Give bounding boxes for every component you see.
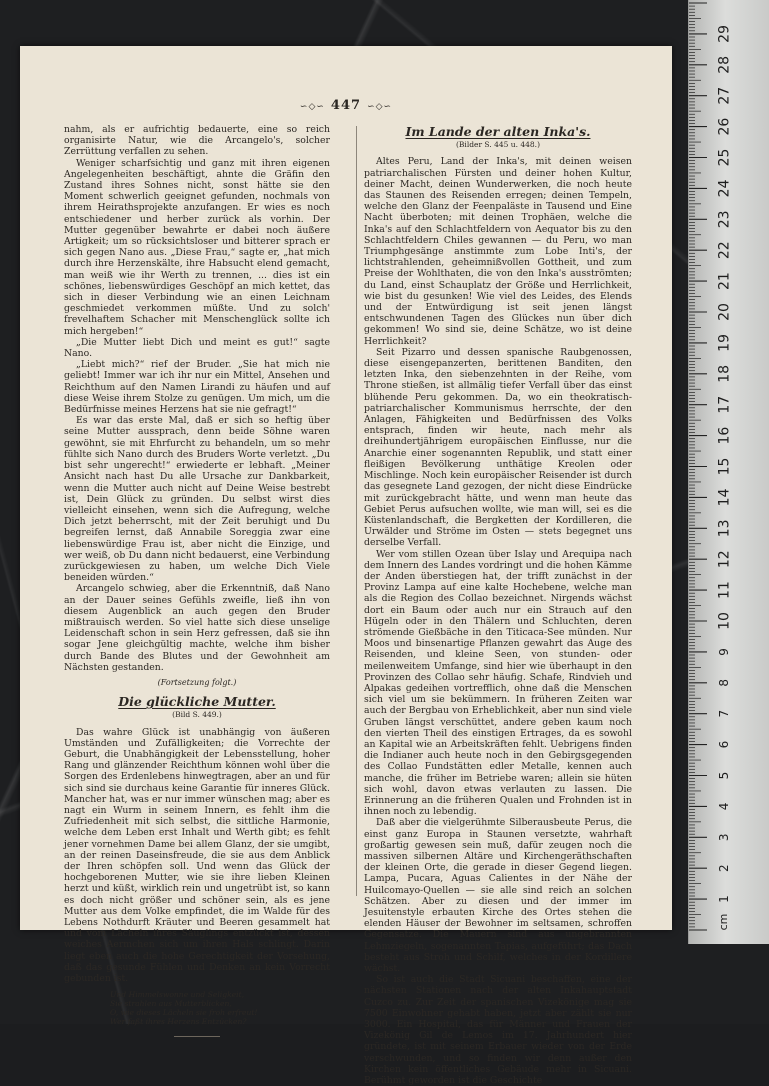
paragraph: Altes Peru, Land der Inka's, mit deinen weisen patriarchalischen Fürsten und deiner hohen Kultur, deiner Macht, deinen Wunderwerken, die noch heute das Staunen des Reisenden erregen; deinen Tempeln, welche den Glanz der Feenpaläste in Tausend und Eine Nacht überboten; mit deinen Trophäen, welche die Inka's auf den Schlachtfeldern von Aequator bis zu den Schlachtfeldern Chiles gewannen — du Peru, wo man Triumphgesänge anstimmte zum Lobe Inti's, der lichtstrahlenden, geheimnißvollen Gottheit, und zum Preise der Wohlthaten, die von den Inka's ausströmten; du Land, einst Schauplatz der Größe und Herrlichkeit, wie bist du gesunken! Wie viel des Leides, des Elends und der Entwürdigung ist seit jenen längst entschwundenen Tagen des Glückes nun über dich gekommen! Wo sind sie, deine Schätze, wo ist deine Herrlichkeit? <box>364 156 632 347</box>
left-column <box>64 124 330 1037</box>
ruler-label: 13 <box>716 519 733 538</box>
ornament-left: ∽◇∽ <box>299 102 325 112</box>
poem-line: Wer faßt ihres Herzens Entzücken? <box>110 1017 247 1027</box>
ruler-unit-label: cm <box>717 913 730 931</box>
ruler-label: 5 <box>716 771 731 780</box>
ruler-label: 10 <box>716 612 733 630</box>
ruler-label: 25 <box>716 148 733 167</box>
ruler-label: 15 <box>716 457 733 476</box>
poem-line: O, wie dieses Lächeln sie froh erfreut! <box>110 1008 258 1018</box>
page-number: 447 <box>330 98 362 113</box>
ruler-label: 2 <box>716 864 731 873</box>
right-column <box>364 124 632 1086</box>
ruler-label: 3 <box>716 833 731 842</box>
paragraph: Wer vom stillen Ozean über Islay und Arequipa nach dem Innern des Landes vordringt und die hohen Kämme der Anden überstiegen hat, der trifft zunächst in der Provinz Lampa auf eine kalte Hochebene, welche man als die Region des Collao bezeichnet. Nirgends wächst dort ein Baum oder auch nur ein Strauch auf den Hügeln oder in den Thälern und Schluchten, deren strömende Gießbäche in den Titicaca-See münden. Nur Moos und binsenartige Pflanzen gewahrt das Auge des Reisenden, und kleine Seen, von stunden- oder meilenweitem Umfange, sind hier wie überhaupt in den Provinzen des Collao sehr häufig. Schafe, Rindvieh und Alpakas gedeihen vortrefflich, ohne daß die Menschen sich viel um sie bekümmern. In früheren Zeiten war auch der Bergbau von Erheblichkeit, aber nun sind viele Gruben längst verschüttet, andere geben kaum noch den vierten Theil des einstigen Ertrages, da es sowohl an Kapital wie an Arbeitskräften fehlt. Uebrigens finden die Indianer auch heute noch in den Gebirgsgegenden des Collao Fundstätten edler Metalle, kennen auch manche, die früher im Betriebe waren; allein sie hüten sich wohl, davon etwas verlauten zu lassen. Die Erinnerung an die früheren Qualen und Frohnden ist in ihnen noch zu lebendig. <box>364 548 632 818</box>
ruler-label: 24 <box>716 179 733 198</box>
paragraph: nahm, als er aufrichtig bedauerte, eine so reich organisirte Natur, wie die Arcangelo's, solcher Zerrüttung verfallen zu sehen. <box>64 124 330 158</box>
measuring-ruler <box>688 0 769 944</box>
ruler-label: 27 <box>716 86 733 105</box>
ruler-label: 7 <box>716 709 731 718</box>
ruler-label: 22 <box>716 241 733 260</box>
paragraph: Arcangelo schwieg, aber die Erkenntniß, daß Nano an der Dauer seines Gefühls zweifle, ließ ihn von diesem Augenblick an auch gegen den Bruder mißtrauisch werden. So viel hatte sich diese unselige Leidenschaft schon in sein Herz gefressen, daß sie ihn sogar Jene gleichgültig machte, welche ihm bisher durch Bande des Blutes und der Gewohnheit am Nächsten gestanden. <box>64 583 330 673</box>
section-title: Die glückliche Mutter. <box>118 694 276 710</box>
closing-rule <box>174 1036 220 1037</box>
poem-line: Sie strahlen aus Mutterblicken, <box>110 999 232 1009</box>
ruler-label: 28 <box>716 55 733 74</box>
ruler-label: 9 <box>716 648 731 656</box>
ornament-right: ∽◇∽ <box>367 102 393 112</box>
continuation-note: (Fortsetzung folgt.) <box>157 677 237 687</box>
paragraph: „Die Mutter liebt Dich und meint es gut!“ sagte Nano. <box>64 336 330 360</box>
article-reference: (Bilder S. 445 u. 448.) <box>455 140 540 150</box>
ruler-label: 8 <box>716 678 731 687</box>
ruler-label: 6 <box>716 740 731 749</box>
section-reference: (Bild S. 449.) <box>172 710 222 720</box>
ruler-label: 14 <box>716 488 733 507</box>
ruler-label: 4 <box>716 802 731 811</box>
ruler-label: 16 <box>716 426 733 445</box>
poem-line: Und Himmelswonne und Seligkeit, <box>110 990 245 1000</box>
article-title: Im Lande der alten Inka's. <box>405 124 591 139</box>
paragraph: So ist auch die Stadt Sicuani beschaffen, eine der nächsten Stationen nach der alten Inkahauptstadt Cuzco zu. Zur Zeit der spanischen Vizekönige mag sie 7500 Einwohner gehabt haben, jetzt aber zählt sie nur 3000. Ein Hospital, das für Männer und Frauen der Vizekönig Gil de Lemos im 17. Jahrhundert hier gründete, ist mit seinem Erbauer wieder von der Erde verschwunden, und so finden wir denn außer den Kirchen kein öffentliches Gebäude mehr in Sicuani. Berühmt geworden ist die Geschichte <box>364 974 632 1086</box>
paragraph: Das wahre Glück ist unabhängig von äußeren Umständen und Zufälligkeiten; die Vorrechte der Geburt, die Unabhängigkeit der Lebensstellung, hoher Rang und glänzender Reichthum können wohl über die Sorgen des Erdenlebens hinwegtragen, aber an und für sich sind sie durchaus keine Garantie für inneres Glück. Mancher hat, was er nur immer wünschen mag; aber es nagt ein Wurm in seinem Innern, es fehlt ihm die Zufriedenheit mit sich selbst, die sittliche Harmonie, welche dem Leben erst Inhalt und Werth gibt; es fehlt jener vornehmen Dame bei allem Glanz, der sie umgibt, an der reinen Daseinsfreude, die sie aus dem Anblick der Ihren schöpfen soll. Und wenn das Glück der hochgeborenen Mutter, wie sie ihre lieben Kleinen herzt und küßt, wirklich rein und ungetrübt ist, so kann es doch nicht größer und schöner sein, als es jene Mutter aus dem Volke empfindet, die im Walde für des Lebens Nothdurft Kräuter und Beeren gesammelt hat und vom Lächeln ihres Säuglings entzückt ist, dessen weiches Aermchen sich um ihren Hals schlingt. Darin liegt eben auch die hohe Gerechtigkeit der Vorsehung, daß das gesunde Fühlen und Denken an kein Vorrecht gebunden ist. <box>64 726 330 985</box>
ruler-label: 21 <box>716 272 733 291</box>
ruler-label: 18 <box>716 364 733 383</box>
paragraph: Weniger scharfsichtig und ganz mit ihren eigenen Angelegenheiten beschäftigt, ahnte die Gräfin den Zustand ihres Sohnes nicht, sonst hätte sie den Moment schwerlich geeignet gefunden, nochmals von ihrem Heirathsprojekte anzufangen. Er wies es noch entschiedener und herber zurück als vorhin. Der Mutter gegenüber bewahrte er dabei noch äußere Artigkeit; um so rücksichtsloser und bitterer sprach er sich gegen Nano aus. „Diese Frau,“ sagte er, „hat mich durch ihre Herzenskälte, ihre Habsucht elend gemacht, man weiß wie ihr Werth zu trennen, ... dies ist ein schönes, liebenswürdiges Geschöpf an mich kettet, das sich in dieser Verbindung wie an einen Leichnam geschmiedet verkommen müßte. Und zu solch' frevelhaftem Schacher mit Menschenglück sollte ich mich hergeben!“ <box>64 157 330 337</box>
ruler-label: 1 <box>716 895 731 903</box>
ruler-scale <box>689 0 769 944</box>
ruler-label: 29 <box>716 24 733 43</box>
paragraph: „Liebt mich?“ rief der Bruder. „Sie hat mich nie geliebt! Immer war ich ihr nur ein Mittel, Ansehen und Reichthum auf den Namen Lirandi zu häufen und auf diese Weise ihrem Stolze zu genügen. Um mich, um die Bedürfnisse meines Herzens hat sie nie gefragt!“ <box>64 359 330 416</box>
left-column-text <box>64 124 330 673</box>
paragraph: Es war das erste Mal, daß er sich so heftig über seine Mutter aussprach, denn beide Söhne waren gewöhnt, sie mit Ehrfurcht zu behandeln, um so mehr fühlte sich Nano durch des Bruders Worte verletzt. „Du bist sehr ungerecht!“ erwiederte er lebhaft. „Meiner Ansicht nach hast Du alle Ursache zur Dankbarkeit, wenn die Mutter auch nicht auf Deine Weise bestrebt ist, Dein Glück zu gründen. Du selbst wirst dies vielleicht einsehen, wenn sich die Aufregung, welche Dich jetzt beherrscht, mit der Zeit beruhigt und Du begreifen lernst, daß Annabile Soreggia zwar eine liebenswürdige Frau ist, aber nicht die Einzige, und wer weiß, ob Du dann nicht bedauerst, eine Verbindung zurückgewiesen zu haben, um welche Dich Viele beneiden würden.“ <box>64 415 330 584</box>
ruler-label: 19 <box>716 333 733 352</box>
poem <box>110 990 330 1026</box>
ruler-label: 23 <box>716 210 733 229</box>
page-number-header <box>20 98 672 113</box>
ruler-label: 11 <box>716 581 733 600</box>
column-divider <box>356 126 357 896</box>
ruler-label: 26 <box>716 117 733 136</box>
paragraph: Seit Pizarro und dessen spanische Raubgenossen, diese eisengepanzerten, berittenen Banditen, den letzten Inka, den siebenzehnten in der Reihe, vom Throne stießen, ist allmälig tiefer Verfall über das einst blühende Peru gekommen. Da, wo ein theokratisch-patriarchalischer Kommunismus herrschte, der den Anlagen, Fähigkeiten und Bedürfnissen des Volks entsprach, finden wir heute, nach mehr als dreihundertjährigem europäischen Einflusse, nur die Anarchie einer sogenannten Republik, und statt einer fleißigen Bevölkerung unthätige Kreolen oder Mischlinge. Noch kein europäischer Reisender ist durch das gesegnete Land gezogen, der nicht diese Eindrücke mit zurückgebracht hätte, und wenn man heute das Gebiet Perus aufsuchen wollte, wie man will, sei es die Küstenlandschaft, die Bergketten der Kordilleren, die Urwälder und Ströme im Osten — stets begegnet uns derselbe Verfall. <box>364 346 632 549</box>
paragraph: Daß aber die vielgerühmte Silberausbeute Perus, die einst ganz Europa in Staunen versetzte, wahrhaft großartig gewesen sein muß, dafür zeugen noch die massiven silbernen Altäre und Kirchengeräthschaften der kleinen Orte, die gerade in dieser Gegend liegen. Lampa, Pucara, Aguas Calientes in der Nähe der Huilcomayo-Quellen — sie alle sind reich an solchen Schätzen. Aber zu diesen und der immer im Jesuitenstyle erbauten Kirche des Ortes stehen die elenden Häuser der Bewohner im seltsamen, schroffen Gegensatze. Die Mauern sind aus ungebrannten Lehmziegeln, sogenannten Tapias, aufgeführt; das Dach besteht aus Stroh und Schilf, welches in der Kordillere wächst. <box>364 817 632 975</box>
ruler-label: 17 <box>716 395 733 414</box>
ruler-label: 20 <box>716 303 733 321</box>
ruler-label: 12 <box>716 550 733 569</box>
